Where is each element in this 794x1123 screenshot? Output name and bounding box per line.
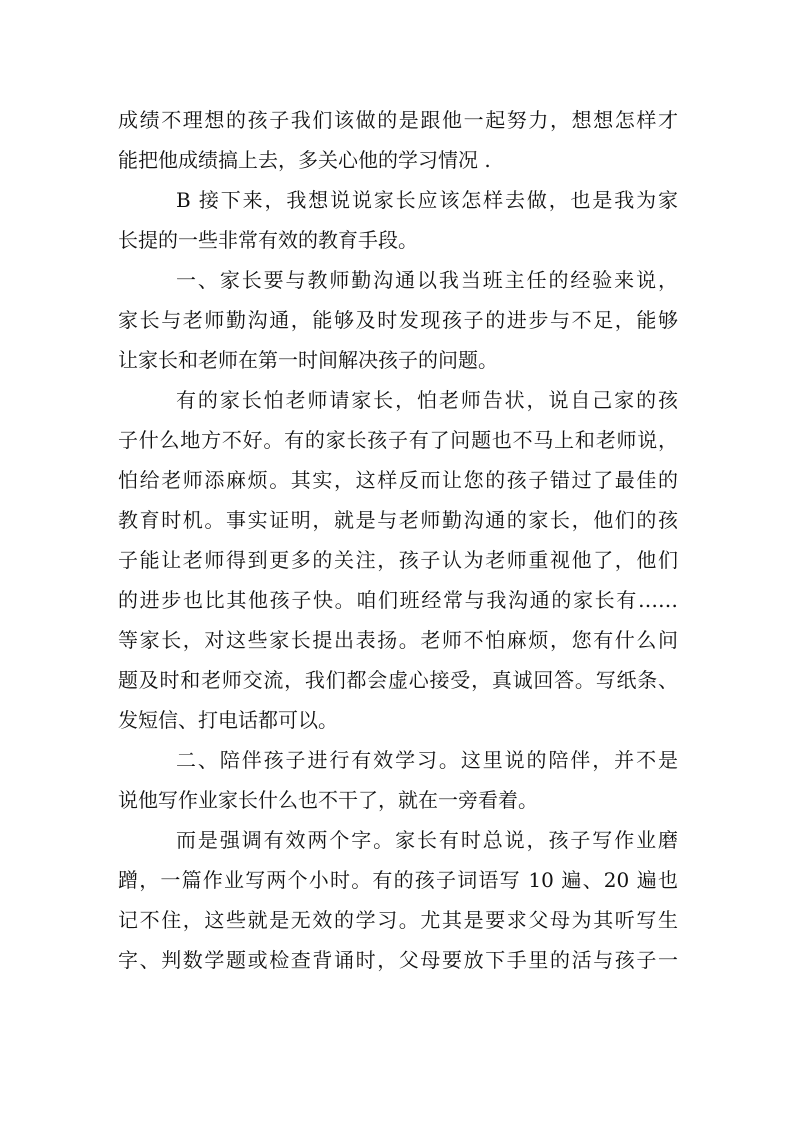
text-line: 怕给老师添麻烦。其实，这样反而让您的孩子错过了最佳的 <box>118 468 678 492</box>
text-line: 字、判数学题或检查背诵时，父母要放下手里的活与孩子一 <box>118 948 678 972</box>
text-line: 题及时和老师交流，我们都会虚心接受，真诚回答。写纸条、 <box>118 668 678 692</box>
text-line: 子能让老师得到更多的关注，孩子认为老师重视他了，他们 <box>118 548 678 572</box>
text-line: 发短信、打电话都可以。 <box>118 708 338 732</box>
text-line: 成绩不理想的孩子我们该做的是跟他一起努力，想想怎样才 <box>118 108 678 132</box>
text-line: 家长与老师勤沟通，能够及时发现孩子的进步与不足，能够 <box>118 308 678 332</box>
text-line: 能把他成绩搞上去，多关心他的学习情况 . <box>118 148 491 172</box>
text-line: B 接下来，我想说说家长应该怎样去做，也是我为家 <box>176 188 678 212</box>
text-line: 而是强调有效两个字。家长有时总说，孩子写作业磨 <box>176 828 678 852</box>
text-line: 二、陪伴孩子进行有效学习。这里说的陪伴，并不是 <box>176 748 678 772</box>
text-line: 让家长和老师在第一时间解决孩子的问题。 <box>118 348 498 372</box>
text-line: 有的家长怕老师请家长，怕老师告状，说自己家的孩 <box>176 388 678 412</box>
text-line: 一、家长要与教师勤沟通以我当班主任的经验来说， <box>176 268 678 292</box>
text-line: 说他写作业家长什么也不干了，就在一旁看着。 <box>118 788 538 812</box>
text-line: 子什么地方不好。有的家长孩子有了问题也不马上和老师说， <box>118 428 678 452</box>
text-line: 教育时机。事实证明，就是与老师勤沟通的家长，他们的孩 <box>118 508 678 532</box>
text-line: 的进步也比其他孩子快。咱们班经常与我沟通的家长有…… <box>118 588 678 612</box>
document-body <box>118 100 678 980</box>
text-line: 等家长，对这些家长提出表扬。老师不怕麻烦，您有什么问 <box>118 628 678 652</box>
text-line: 长提的一些非常有效的教育手段。 <box>118 228 418 252</box>
text-line: 蹭，一篇作业写两个小时。有的孩子词语写 10 遍、20 遍也 <box>118 868 678 892</box>
text-line: 记不住，这些就是无效的学习。尤其是要求父母为其听写生 <box>118 908 678 932</box>
